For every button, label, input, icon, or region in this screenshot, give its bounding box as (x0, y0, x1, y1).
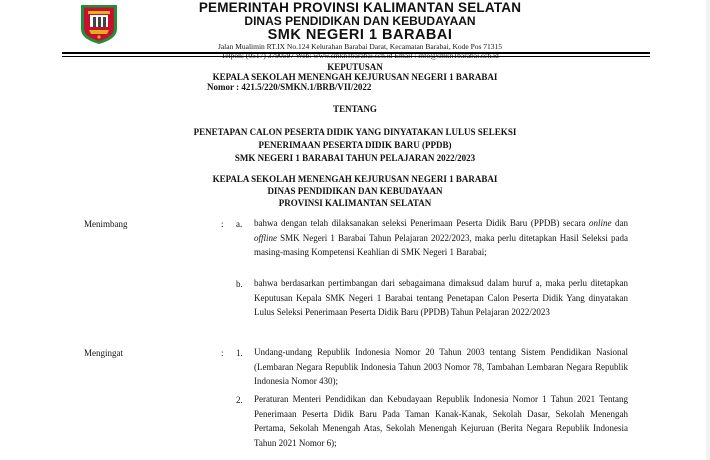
subject-line-1: PENETAPAN CALON PESERTA DIDIK YANG DINYATAKAN LULUS SELEKSI (193, 127, 517, 137)
tentang-heading: TENTANG (333, 104, 377, 114)
subject-line-2: PENERIMAAN PESERTA DIDIK BARU (PPDB) (258, 140, 452, 150)
subject-line-3: SMK NEGERI 1 BARABAI TAHUN PELAJARAN 2022/2023 (234, 153, 476, 163)
decree-number: Nomor : 421.5/220/SMKN.1/BRB/VII/2022 (207, 82, 372, 92)
menimbang-marker-a: a. (236, 219, 243, 229)
decree-title: KEPUTUSAN (327, 62, 383, 72)
letterhead-rule-thin (62, 56, 650, 57)
menimbang-colon: : (221, 219, 224, 229)
menimbang-item-b: bahwa berdasarkan pertimbangan dari sebagaimana dimaksud dalam huruf a, maka perlu ditetapkan Keputusan Kepala SMK Negeri 1 Barabai tentang Penetapan Calon Peserta Didik Yang dinyatakan Lulus Seleksi Penerimaan Peserta Didik Baru (PPDB) Tahun Pelajaran 2022/2023 (254, 278, 628, 317)
menimbang-marker-b: b. (236, 279, 243, 289)
letterhead-rule-thick (62, 52, 650, 54)
decree-issuer: KEPALA SEKOLAH MENENGAH KEJURUSAN NEGERI 1 BARABAI (212, 72, 498, 82)
mengingat-label: Mengingat (84, 348, 123, 358)
authority-line-1: KEPALA SEKOLAH MENENGAH KEJURUSAN NEGERI 1 BARABAI (212, 174, 498, 184)
mengingat-marker-1: 1. (236, 348, 243, 358)
page-edge (706, 0, 710, 460)
emphasis-online: online (588, 218, 612, 228)
letterhead-government: PEMERINTAH PROVINSI KALIMANTAN SELATAN (198, 0, 522, 15)
mengingat-marker-2: 2. (236, 395, 243, 405)
mengingat-item-1: Undang-undang Republik Indonesia Nomor 20 Tahun 2003 tentang Sistem Pendidikan Nasional (Lembaran Negara Republik Indonesia Tahun 2003 Nomor 78, Tambahan Lembaran Negara Republik Indonesia Nomor 430); (254, 347, 628, 386)
letterhead-agency: DINAS PENDIDIKAN DAN KEBUDAYAAN (244, 14, 476, 28)
provincial-emblem-logo (63, 3, 135, 45)
menimbang-label: Menimbang (84, 219, 128, 229)
menimbang-item-a: bahwa dengan telah dilaksanakan seleksi Penerimaan Peserta Didik Baru (PPDB) secara online dan offline SMK Negeri 1 Barabai Tahun Pelajaran 2022/2023, maka perlu ditetapkan Hasil Seleksi pada masing-masing Kompetensi Keahlian di SMK Negeri 1 Barabai; (254, 218, 628, 257)
emphasis-offline: offline (254, 232, 277, 243)
letterhead-school: SMK NEGERI 1 BARABAI (267, 27, 453, 43)
authority-line-3: PROVINSI KALIMANTAN SELATAN (278, 198, 432, 208)
letterhead-address: Jalan Mualimin RT.IX No.124 Kelurahan Barabai Darat, Kecamatan Barabai, Kode Pos 71315 (217, 42, 503, 51)
mengingat-item-2: Peraturan Menteri Pendidikan dan Kebudayaan Republik Indonesia Nomor 1 Tahun 2021 Tentang Penerimaan Peserta Didik Baru Pada Taman Kanak-Kanak, Sekolah Dasar, Sekolah Menengah Pertama, Sekolah Menengah Atas, Sekolah Menengah Kejuruan (Berita Negara Republik Indonesia Tahun 2021 Nomor 6); (254, 394, 628, 448)
mengingat-colon: : (221, 348, 224, 358)
authority-line-2: DINAS PENDIDIKAN DAN KEBUDAYAAN (267, 186, 443, 196)
